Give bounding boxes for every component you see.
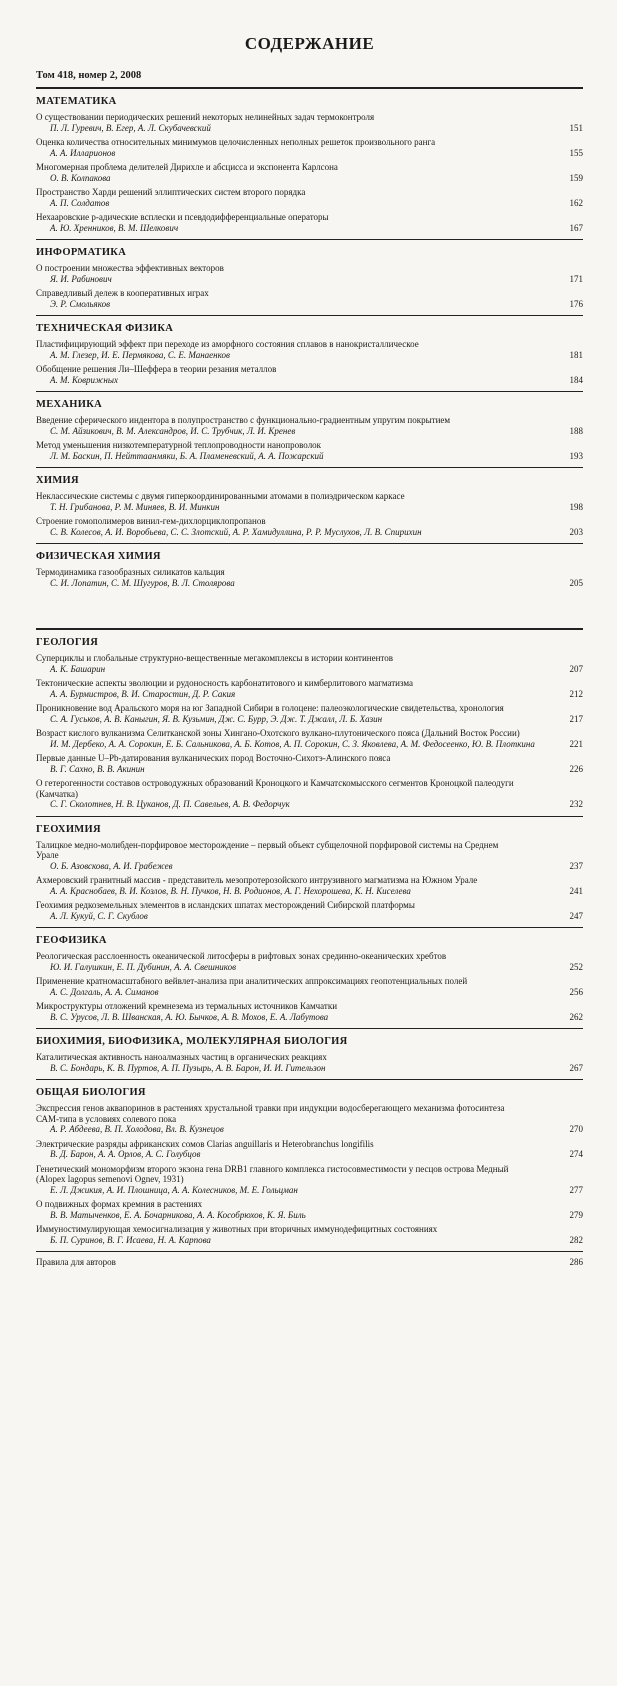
entry-title: Применение кратномасштабного вейвлет-анализа при аналитических аппроксимациях геопотенциальных полей	[36, 976, 468, 986]
section-heading: ТЕХНИЧЕСКАЯ ФИЗИКА	[36, 323, 174, 334]
entry-authors: В. С. Бондарь, К. В. Пуртов, А. П. Пузырь, А. В. Барон, И. И. Гительзон	[50, 1062, 326, 1073]
entry-authors: С. В. Колесов, А. И. Воробьева, С. С. Злотский, А. Р. Хамидуллина, Р. Р. Муслухов, Л. В. Спирихин	[50, 526, 422, 537]
entry-title: Метод уменьшения низкотемпературной теплопроводности нанопроволок	[36, 440, 322, 450]
entry-authors: А. Л. Кукуй, С. Г. Скублов	[50, 910, 148, 921]
entry-page-number: 212	[569, 688, 583, 699]
entry-authors: Я. И. Рабинович	[50, 273, 112, 284]
toc-entry[interactable]	[36, 364, 583, 385]
entry-title: Микроструктуры отложений кремнезема из термальных источников Камчатки	[36, 1001, 338, 1011]
entry-page-number: 159	[569, 172, 583, 183]
entry-authors-row	[36, 764, 583, 775]
entry-authors: С. Г. Сколотнев, Н. В. Цуканов, Д. П. Савельев, А. В. Федорчук	[50, 799, 290, 809]
entry-authors: А. Ю. Хренников, В. М. Шелкович	[50, 222, 179, 233]
entry-page-number: 193	[569, 450, 583, 461]
entry-page-number: 232	[569, 799, 583, 809]
entry-authors-row	[36, 962, 583, 973]
entry-title: Проникновение вод Аральского моря на юг Западной Сибири в голоцене: палеоэкологические свидетельства, хронология	[36, 703, 504, 713]
toc-entry[interactable]	[36, 1164, 583, 1196]
entry-authors-row	[36, 911, 583, 922]
entry-authors: А. М. Коврижных	[50, 374, 118, 385]
entry-title: Оценка количества относительных минимумов целочисленных неполных решеток произвольного ранга	[36, 137, 436, 147]
section-heading: ГЕОХИМИЯ	[36, 823, 101, 835]
entry-authors: О. Б. Азовскова, А. И. Грабежев	[50, 860, 173, 871]
entry-authors: Т. Н. Грибанова, Р. М. Миняев, В. И. Минкин	[50, 501, 220, 512]
entry-title: Нехааровские р-адические всплески и псевдодифференциальные операторы	[36, 212, 329, 222]
entry-authors: П. Л. Гуревич, В. Егер, А. Л. Скубачевский	[50, 122, 211, 133]
toc-entry[interactable]	[36, 653, 583, 674]
entry-title: Талицкое медно-молибден-порфировое месторождение – первый объект субщелочной порфировой системы на Среднем Урале	[36, 839, 499, 860]
entry-page-number: 162	[569, 197, 583, 208]
section-heading: ГЕОФИЗИКА	[36, 935, 107, 946]
entry-authors-row	[36, 375, 583, 386]
section-divider	[36, 1079, 583, 1080]
entry-authors: С. А. Гуськов, А. В. Каныгин, Я. В. Кузьмин, Дж. С. Бурр, Э. Дж. Т. Джалл, Л. Б. Хазин	[50, 713, 383, 724]
entry-page-number: 226	[569, 763, 583, 774]
entry-authors: А. К. Башарин	[50, 663, 106, 674]
entry-authors: Л. М. Баскин, П. Нейттаанмяки, Б. А. Пламеневский, А. А. Пожарский	[50, 450, 324, 461]
entry-authors-row	[36, 664, 583, 675]
section-divider	[36, 87, 583, 89]
entry-title: Электрические разряды африканских сомов Clarias anguillaris и Heterobranchus longifilis	[36, 1138, 374, 1149]
toc-entry[interactable]	[36, 1139, 583, 1160]
footer-label: Правила для авторов	[36, 1257, 116, 1267]
entry-page-number: 237	[569, 860, 583, 871]
entry-authors: С. И. Лопатин, С. М. Шугуров, В. Л. Столярова	[50, 577, 235, 588]
footer-page: 286	[569, 1257, 583, 1267]
entry-title: Многомерная проблема делителей Дирихле и абсцисса и экспонента Карлсона	[36, 162, 338, 172]
entry-authors: Ю. И. Галушкин, Е. П. Дубинин, А. А. Свешников	[50, 961, 237, 972]
entry-page-number: 279	[569, 1209, 583, 1220]
entry-title: О построении множества эффективных векторов	[36, 263, 224, 273]
entry-title: Пространство Харди решений эллиптических систем второго порядка	[36, 187, 306, 197]
section-divider	[36, 1028, 583, 1029]
entry-authors-row	[36, 223, 583, 234]
entry-page-number: 252	[569, 961, 583, 972]
entry-authors-row	[36, 1012, 583, 1023]
entry-title: Каталитическая активность наноалмазных частиц в органических реакциях	[36, 1052, 327, 1062]
entry-authors: Е. Л. Джикия, А. И. Плошница, А. А. Колесников, М. Е. Гольцман	[50, 1184, 298, 1195]
entry-page-number: 247	[569, 910, 583, 921]
entry-page-number: 262	[569, 1011, 583, 1022]
entry-page-number: 282	[569, 1234, 583, 1245]
entry-page-number: 171	[569, 273, 583, 284]
entry-authors-row	[36, 527, 583, 538]
entry-authors-row	[36, 578, 583, 589]
entry-title: Первые данные U–Pb-датирования вулканических пород Восточно-Сихотэ-Алинского пояса	[36, 753, 391, 763]
page-title: СОДЕРЖАНИЕ	[244, 34, 375, 53]
section-heading: ГЕОЛОГИЯ	[36, 637, 99, 648]
entry-page-number: 217	[569, 713, 583, 724]
entry-authors-row	[36, 451, 583, 462]
entry-authors-row	[36, 350, 583, 361]
entry-title: Возраст кислого вулканизма Селитканской зоны Хингано-Охотского вулкано-плутонического пояса (Дальний Восток России)	[36, 728, 520, 738]
section-divider	[36, 467, 583, 468]
entry-title: О гетерогенности составов островодужных образований Кроноцкого и Камчатскомысского сегментов Кроноцкой палеодуги (Камчатка)	[36, 778, 514, 799]
section-heading: ИНФОРМАТИКА	[36, 247, 127, 258]
entry-authors: С. М. Айзикович, В. М. Александров, И. С. Трубчик, Л. И. Кренев	[50, 425, 296, 436]
entry-authors: А. А. Бурмистров, В. И. Старостин, Д. Р. Сакия	[50, 688, 236, 699]
toc-entry[interactable]	[36, 1103, 583, 1135]
entry-authors-row	[36, 148, 583, 159]
entry-page-number: 203	[569, 526, 583, 537]
entry-authors-row	[36, 1124, 583, 1135]
section-divider	[36, 543, 583, 544]
entry-title: О существовании периодических решений некоторых нелинейных задач термоконтроля	[36, 112, 375, 122]
entry-authors: В. С. Урусов, Л. В. Шванская, А. Ю. Бычков, А. В. Мохов, Е. А. Лабутова	[50, 1011, 329, 1022]
entry-authors-row	[36, 299, 583, 310]
toc-entry[interactable]	[36, 137, 583, 158]
toc-entry[interactable]	[36, 212, 583, 233]
entry-authors: А. Р. Абдеева, В. П. Холодова, Вл. В. Кузнецов	[50, 1124, 224, 1134]
section-heading: МЕХАНИКА	[36, 399, 103, 410]
entry-page-number: 256	[569, 986, 583, 997]
entry-authors-row	[36, 714, 583, 725]
entry-page-number: 155	[569, 147, 583, 158]
entry-authors-row	[36, 426, 583, 437]
entry-authors: В. В. Матыченков, Е. А. Бочарникова, А. А. Кособрюхов, К. Я. Биль	[50, 1209, 306, 1220]
section-divider	[36, 816, 583, 817]
toc-entry[interactable]	[36, 753, 583, 774]
toc-entry[interactable]	[36, 1224, 583, 1245]
entry-page-number: 241	[569, 885, 583, 896]
entry-title: Введение сферического индентора в полупространство с функционально-градиентным упругим покрытием	[36, 415, 451, 425]
column-break-gap	[36, 592, 583, 622]
entry-page-number: 270	[569, 1124, 583, 1134]
entry-authors: А. А. Краснобаев, В. И. Козлов, В. Н. Пучков, Н. В. Родионов, А. Г. Нехорошева, К. Н. Киселева	[50, 885, 411, 896]
entry-title: Геохимия редкоземельных элементов в исландских шпатах месторождений Сибирской платформы	[36, 900, 415, 910]
entry-title: Суперциклы и глобальные структурно-вещественные мегакомплексы в истории континентов	[36, 653, 393, 663]
entry-authors-row	[36, 1235, 583, 1246]
section-divider	[36, 391, 583, 392]
entry-authors: А. П. Солдатов	[50, 197, 110, 208]
section-divider	[36, 315, 583, 316]
entry-authors-row	[36, 739, 583, 750]
entry-page-number: 205	[569, 577, 583, 588]
entry-authors-row	[36, 799, 583, 810]
entry-authors: Б. П. Суринов, В. Г. Исаева, Н. А. Карпова	[50, 1234, 211, 1245]
entry-authors-row	[36, 861, 583, 872]
toc-entry[interactable]	[36, 339, 583, 360]
toc-entry[interactable]	[36, 951, 583, 972]
entry-authors: В. Г. Сахно, В. В. Акинин	[50, 763, 145, 774]
entry-authors-row	[36, 502, 583, 513]
entry-title: Тектонические аспекты эволюции и рудоносность карбонатитового и кимберлитового магматизма	[36, 678, 414, 688]
entry-authors: А. А. Илларионов	[50, 147, 116, 158]
entry-page-number: 274	[569, 1149, 583, 1159]
entry-authors: И. М. Дербеко, А. А. Сорокин, Е. Б. Сальникова, А. Б. Котов, А. П. Сорокин, С. З. Яковлева, А. М. Федосеенко, Ю. В. Плоткина	[50, 738, 535, 749]
volume-info: Том 418, номер 2, 2008	[36, 70, 142, 81]
entry-title: Экспрессия генов аквапоринов в растениях хрустальной травки при индукции водосберегающего механизма фотосинтеза САМ-типа в условиях солевого пока	[36, 1103, 505, 1124]
entry-title: Обобщение решения Ли–Шеффера в теории резания металлов	[36, 364, 277, 374]
entry-page-number: 267	[569, 1062, 583, 1073]
toc-entry[interactable]	[36, 703, 583, 724]
toc-entry[interactable]	[36, 1052, 583, 1073]
toc-entry[interactable]	[36, 112, 583, 133]
section-heading: ОБЩАЯ БИОЛОГИЯ	[36, 1087, 146, 1098]
entry-authors-row	[36, 173, 583, 184]
entry-title: Ахмеровский гранитный массив - представитель мезопротерозойского интрузивного магматизма на Южном Урале	[36, 875, 478, 885]
section-divider	[36, 927, 583, 928]
entry-title: Генетический мономорфизм второго экзона гена DRB1 главного комплекса гистосовместимости у песцов острова Медный (Alopex lagopus semenovi Ognev, 1931)	[36, 1163, 509, 1184]
toc-entry[interactable]	[36, 440, 583, 461]
entry-authors-row	[36, 1210, 583, 1221]
toc-entry[interactable]	[36, 187, 583, 208]
section-heading: МАТЕМАТИКА	[36, 96, 117, 107]
toc-entry[interactable]	[36, 567, 583, 588]
entry-page-number: 181	[569, 349, 583, 360]
entry-title: Иммуностимулирующая хемосигнализация у животных при вторичных иммунодефицитных состояниях	[36, 1224, 438, 1234]
entry-authors-row	[36, 1063, 583, 1074]
footer-divider	[36, 1251, 583, 1252]
toc-entry[interactable]	[36, 875, 583, 896]
entry-authors: Э. Р. Смольяков	[50, 298, 110, 309]
entry-page-number: 198	[569, 501, 583, 512]
entry-authors-row	[36, 886, 583, 897]
footer-entry[interactable]	[36, 1257, 583, 1267]
entry-authors: А. С. Долгаль, А. А. Симанов	[50, 986, 159, 997]
entry-authors-row	[36, 1185, 583, 1196]
entry-title: Неклассические системы с двумя гиперкоординированными атомами в полиэдрическом каркасе	[36, 491, 405, 501]
entry-authors-row	[36, 689, 583, 700]
toc-entry[interactable]	[36, 415, 583, 436]
entry-page-number: 151	[569, 122, 583, 133]
entry-page-number: 184	[569, 374, 583, 385]
toc-entry[interactable]	[36, 900, 583, 921]
entry-authors-row	[36, 274, 583, 285]
toc-entry[interactable]	[36, 840, 583, 872]
entry-authors: В. Д. Барон, А. А. Орлов, А. С. Голубцов	[50, 1149, 201, 1159]
toc-entry[interactable]	[36, 778, 583, 810]
entry-authors-row	[36, 987, 583, 998]
entry-page-number: 167	[569, 222, 583, 233]
entry-page-number: 176	[569, 298, 583, 309]
entry-authors-row	[36, 1149, 583, 1160]
section-heading: ХИМИЯ	[36, 475, 79, 486]
entry-page-number: 188	[569, 425, 583, 436]
entry-authors: О. В. Колпакова	[50, 172, 111, 183]
toc-entry[interactable]	[36, 288, 583, 309]
entry-title: Реологическая расслоенность океанической литосферы в рифтовых зонах срединно-океанических хребтов	[36, 951, 447, 961]
section-divider	[36, 628, 583, 630]
entry-authors: А. М. Глезер, И. Е. Пермякова, С. Е. Манаенков	[50, 349, 230, 360]
entry-page-number: 277	[569, 1184, 583, 1195]
entry-title: Термодинамика газообразных силикатов кальция	[36, 567, 225, 577]
toc-entry[interactable]	[36, 976, 583, 997]
toc-entry[interactable]	[36, 263, 583, 284]
entry-authors-row	[36, 198, 583, 209]
toc-entry[interactable]	[36, 728, 583, 749]
entry-page-number: 207	[569, 663, 583, 674]
toc-entry[interactable]	[36, 678, 583, 699]
entry-title: Пластифицирующий эффект при переходе из аморфного состояния сплавов в нанокристаллическое	[36, 339, 419, 349]
toc-entry[interactable]	[36, 516, 583, 537]
entry-title: Справедливый дележ в кооперативных играх	[36, 288, 209, 298]
toc-sections	[36, 87, 583, 1245]
toc-entry[interactable]	[36, 162, 583, 183]
toc-entry[interactable]	[36, 1001, 583, 1022]
entry-page-number: 221	[569, 738, 583, 749]
entry-title: Строение гомополимеров винил-гем-дихлорциклопропанов	[36, 516, 266, 526]
entry-authors-row	[36, 123, 583, 134]
section-divider	[36, 239, 583, 240]
section-heading: БИОХИМИЯ, БИОФИЗИКА, МОЛЕКУЛЯРНАЯ БИОЛОГИЯ	[36, 1036, 348, 1047]
section-heading: ФИЗИЧЕСКАЯ ХИМИЯ	[36, 551, 161, 562]
entry-title: О подвижных формах кремния в растениях	[36, 1199, 203, 1209]
toc-entry[interactable]	[36, 491, 583, 512]
toc-entry[interactable]	[36, 1199, 583, 1220]
